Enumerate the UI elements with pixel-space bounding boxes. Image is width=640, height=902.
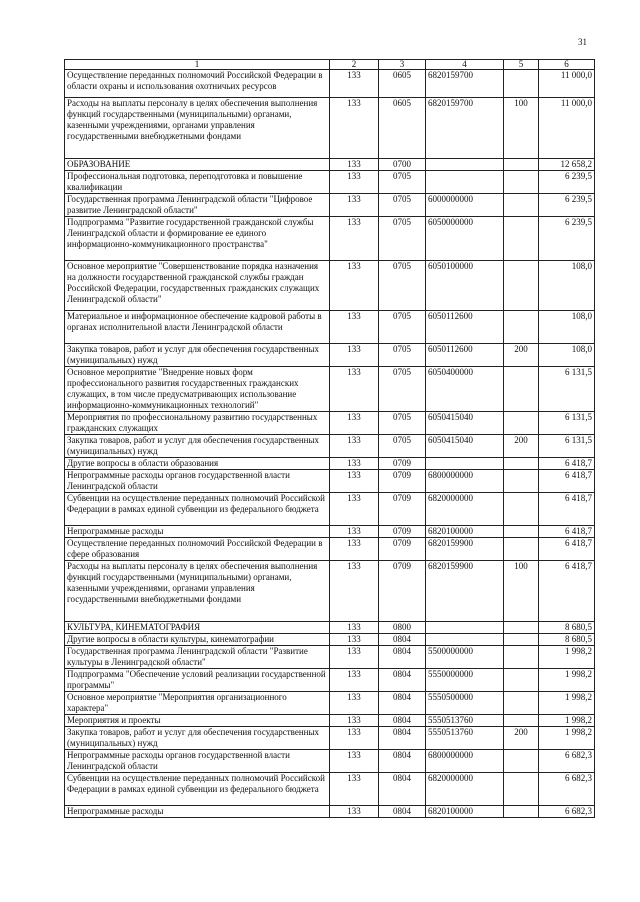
row-amount: 1 998,2 (539, 646, 595, 669)
row-expense-type (504, 493, 539, 526)
table-row (65, 435, 595, 458)
row-target-code (426, 159, 504, 171)
row-expense-type: 200 (504, 344, 539, 367)
row-target-code: 6050415040 (426, 435, 504, 458)
row-amount: 8 680,5 (539, 634, 595, 646)
row-expense-type (504, 171, 539, 194)
row-amount: 11 000,0 (539, 70, 595, 98)
row-section-code: 0804 (379, 715, 426, 727)
table-row (65, 750, 595, 773)
row-target-code: 6050000000 (426, 217, 504, 261)
row-section-code: 0705 (379, 194, 426, 217)
row-target-code: 6820100000 (426, 806, 504, 818)
row-section-code: 0709 (379, 458, 426, 470)
table-row (65, 526, 595, 538)
row-amount: 6 239,5 (539, 194, 595, 217)
budget-table (64, 59, 595, 818)
row-ved-code: 133 (330, 70, 379, 98)
row-amount: 108,0 (539, 261, 595, 311)
row-ved-code: 133 (330, 493, 379, 526)
table-row (65, 261, 595, 311)
row-expense-type (504, 538, 539, 561)
row-target-code: 6820159700 (426, 70, 504, 98)
row-name: Непрограммные расходы (65, 806, 330, 818)
table-row (65, 171, 595, 194)
row-section-code: 0700 (379, 159, 426, 171)
row-name: Подпрограмма "Обеспечение условий реализации государственной программы" (65, 669, 330, 692)
row-section-code: 0705 (379, 217, 426, 261)
row-ved-code: 133 (330, 727, 379, 750)
row-name: Профессиональная подготовка, переподготовка и повышение квалификации (65, 171, 330, 194)
table-row (65, 634, 595, 646)
row-section-code: 0804 (379, 806, 426, 818)
row-target-code: 6820159900 (426, 538, 504, 561)
row-amount: 1 998,2 (539, 727, 595, 750)
row-amount: 12 658,2 (539, 159, 595, 171)
table-row (65, 493, 595, 526)
row-expense-type (504, 646, 539, 669)
row-ved-code: 133 (330, 561, 379, 622)
table-row (65, 159, 595, 171)
row-name: Расходы на выплаты персоналу в целях обеспечения выполнения функций государственными (муниципальными) органами, казенными учреждениями, органами управления государственными внебюджетными фондами (65, 98, 330, 159)
row-name: Непрограммные расходы органов государственной власти Ленинградской области (65, 470, 330, 493)
row-target-code: 5550513760 (426, 727, 504, 750)
row-expense-type: 200 (504, 727, 539, 750)
table-row (65, 344, 595, 367)
row-section-code: 0709 (379, 561, 426, 622)
table-row (65, 538, 595, 561)
row-section-code: 0804 (379, 669, 426, 692)
row-target-code: 6800000000 (426, 750, 504, 773)
row-amount: 8 680,5 (539, 622, 595, 634)
row-section-code: 0605 (379, 98, 426, 159)
row-expense-type (504, 311, 539, 344)
row-ved-code: 133 (330, 715, 379, 727)
row-amount: 6 418,7 (539, 458, 595, 470)
row-target-code: 5500000000 (426, 646, 504, 669)
table-row (65, 470, 595, 493)
row-target-code: 5550513760 (426, 715, 504, 727)
row-ved-code: 133 (330, 159, 379, 171)
page-number: 31 (578, 37, 587, 47)
row-name: Основное мероприятие "Мероприятия организационного характера" (65, 692, 330, 715)
row-name: Осуществление переданных полномочий Российской Федерации в сфере образования (65, 538, 330, 561)
column-header: 4 (426, 60, 504, 70)
row-amount: 11 000,0 (539, 98, 595, 159)
row-ved-code: 133 (330, 194, 379, 217)
row-target-code: 6050112600 (426, 344, 504, 367)
row-ved-code: 133 (330, 344, 379, 367)
row-target-code (426, 622, 504, 634)
row-section-code: 0804 (379, 634, 426, 646)
row-target-code: 6050112600 (426, 311, 504, 344)
table-body (65, 70, 595, 818)
column-header: 1 (65, 60, 330, 70)
row-target-code: 6820100000 (426, 526, 504, 538)
row-expense-type: 100 (504, 561, 539, 622)
table-row (65, 622, 595, 634)
row-target-code: 6820159700 (426, 98, 504, 159)
row-ved-code: 133 (330, 435, 379, 458)
row-name: Другие вопросы в области культуры, кинематографии (65, 634, 330, 646)
column-header: 6 (539, 60, 595, 70)
row-name: Основное мероприятие "Внедрение новых форм профессионального развития государственных гражданских служащих, в том числе предусматривающих использование информационно-коммуникационных технологий" (65, 367, 330, 412)
row-name: Другие вопросы в области образования (65, 458, 330, 470)
row-target-code: 6000000000 (426, 194, 504, 217)
row-ved-code: 133 (330, 750, 379, 773)
table-row (65, 806, 595, 818)
row-expense-type (504, 806, 539, 818)
row-ved-code: 133 (330, 367, 379, 412)
row-name: Государственная программа Ленинградской области "Цифровое развитие Ленинградской области" (65, 194, 330, 217)
row-amount: 6 418,7 (539, 526, 595, 538)
column-header: 2 (330, 60, 379, 70)
row-ved-code: 133 (330, 458, 379, 470)
row-expense-type (504, 194, 539, 217)
table-row (65, 98, 595, 159)
table-row (65, 217, 595, 261)
row-name: Основное мероприятие "Совершенствование порядка назначения на должности государственной гражданской службы граждан Российской Федерации, государственных гражданских служащих Ленинградской области" (65, 261, 330, 311)
row-expense-type (504, 622, 539, 634)
row-name: Мероприятия и проекты (65, 715, 330, 727)
column-header: 3 (379, 60, 426, 70)
row-ved-code: 133 (330, 98, 379, 159)
table-row (65, 412, 595, 435)
row-amount: 6 418,7 (539, 470, 595, 493)
row-section-code: 0605 (379, 70, 426, 98)
row-name: Подпрограмма "Развитие государственной гражданской службы Ленинградской области и формирование ее единого информационно-коммуникационного пространства" (65, 217, 330, 261)
row-section-code: 0709 (379, 526, 426, 538)
table-row (65, 727, 595, 750)
row-ved-code: 133 (330, 261, 379, 311)
table-row (65, 561, 595, 622)
row-expense-type (504, 470, 539, 493)
row-section-code: 0800 (379, 622, 426, 634)
row-amount: 1 998,2 (539, 669, 595, 692)
row-name: Непрограммные расходы органов государственной власти Ленинградской области (65, 750, 330, 773)
row-name: Мероприятия по профессиональному развитию государственных гражданских служащих (65, 412, 330, 435)
row-name: Закупка товаров, работ и услуг для обеспечения государственных (муниципальных) нужд (65, 344, 330, 367)
row-name: Субвенции на осуществление переданных полномочий Российской Федерации в рамках единой субвенции из федерального бюджета (65, 493, 330, 526)
row-section-code: 0804 (379, 773, 426, 806)
row-name: Закупка товаров, работ и услуг для обеспечения государственных (муниципальных) нужд (65, 435, 330, 458)
row-target-code: 6820000000 (426, 773, 504, 806)
row-section-code: 0705 (379, 311, 426, 344)
row-ved-code: 133 (330, 646, 379, 669)
row-expense-type (504, 70, 539, 98)
row-target-code (426, 458, 504, 470)
table-row (65, 773, 595, 806)
table-row (65, 194, 595, 217)
row-target-code: 6050415040 (426, 412, 504, 435)
row-ved-code: 133 (330, 171, 379, 194)
row-expense-type (504, 634, 539, 646)
row-name: Государственная программа Ленинградской области "Развитие культуры в Ленинградской области" (65, 646, 330, 669)
row-section-code: 0705 (379, 412, 426, 435)
row-amount: 6 131,5 (539, 435, 595, 458)
row-section-code: 0705 (379, 261, 426, 311)
row-name: Осуществление переданных полномочий Российской Федерации в области охраны и использования охотничьих ресурсов (65, 70, 330, 98)
row-target-code: 6820000000 (426, 493, 504, 526)
row-ved-code: 133 (330, 773, 379, 806)
table-row (65, 692, 595, 715)
row-section-code: 0804 (379, 692, 426, 715)
row-section-code: 0709 (379, 493, 426, 526)
table-row (65, 715, 595, 727)
row-section-code: 0709 (379, 470, 426, 493)
row-expense-type (504, 750, 539, 773)
row-ved-code: 133 (330, 412, 379, 435)
row-section-code: 0705 (379, 367, 426, 412)
row-ved-code: 133 (330, 669, 379, 692)
row-name: Материальное и информационное обеспечение кадровой работы в органах исполнительной власти Ленинградской области (65, 311, 330, 344)
row-amount: 6 131,5 (539, 367, 595, 412)
row-amount: 6 682,3 (539, 773, 595, 806)
row-section-code: 0705 (379, 344, 426, 367)
row-expense-type (504, 669, 539, 692)
row-ved-code: 133 (330, 692, 379, 715)
row-target-code (426, 634, 504, 646)
table-header-row (65, 60, 595, 70)
row-section-code: 0804 (379, 646, 426, 669)
row-target-code (426, 171, 504, 194)
row-amount: 6 239,5 (539, 217, 595, 261)
row-section-code: 0804 (379, 727, 426, 750)
row-amount: 108,0 (539, 311, 595, 344)
table-row (65, 458, 595, 470)
row-expense-type (504, 458, 539, 470)
row-expense-type (504, 715, 539, 727)
row-ved-code: 133 (330, 311, 379, 344)
row-ved-code: 133 (330, 622, 379, 634)
row-name: Закупка товаров, работ и услуг для обеспечения государственных (муниципальных) нужд (65, 727, 330, 750)
row-ved-code: 133 (330, 806, 379, 818)
row-expense-type: 200 (504, 435, 539, 458)
table-row (65, 70, 595, 98)
row-target-code: 6050400000 (426, 367, 504, 412)
row-expense-type (504, 217, 539, 261)
table-row (65, 646, 595, 669)
row-amount: 1 998,2 (539, 692, 595, 715)
row-expense-type (504, 261, 539, 311)
row-expense-type: 100 (504, 98, 539, 159)
row-section-code: 0804 (379, 750, 426, 773)
row-expense-type (504, 692, 539, 715)
row-name: ОБРАЗОВАНИЕ (65, 159, 330, 171)
row-amount: 6 418,7 (539, 493, 595, 526)
row-amount: 6 682,3 (539, 750, 595, 773)
row-expense-type (504, 367, 539, 412)
row-ved-code: 133 (330, 526, 379, 538)
row-ved-code: 133 (330, 538, 379, 561)
row-target-code: 6800000000 (426, 470, 504, 493)
table-row (65, 669, 595, 692)
row-target-code: 6820159900 (426, 561, 504, 622)
table-row (65, 367, 595, 412)
row-expense-type (504, 526, 539, 538)
row-expense-type (504, 773, 539, 806)
row-section-code: 0709 (379, 538, 426, 561)
row-target-code: 5550000000 (426, 669, 504, 692)
row-amount: 6 418,7 (539, 538, 595, 561)
row-amount: 6 682,3 (539, 806, 595, 818)
row-name: Субвенции на осуществление переданных полномочий Российской Федерации в рамках единой субвенции из федерального бюджета (65, 773, 330, 806)
row-name: Непрограммные расходы (65, 526, 330, 538)
row-name: Расходы на выплаты персоналу в целях обеспечения выполнения функций государственными (муниципальными) органами, казенными учреждениями, органами управления государственными внебюджетными фондами (65, 561, 330, 622)
row-target-code: 5550500000 (426, 692, 504, 715)
row-section-code: 0705 (379, 171, 426, 194)
row-ved-code: 133 (330, 634, 379, 646)
row-name: КУЛЬТУРА, КИНЕМАТОГРАФИЯ (65, 622, 330, 634)
table-row (65, 311, 595, 344)
row-amount: 6 418,7 (539, 561, 595, 622)
row-expense-type (504, 159, 539, 171)
row-ved-code: 133 (330, 217, 379, 261)
row-ved-code: 133 (330, 470, 379, 493)
row-amount: 6 239,5 (539, 171, 595, 194)
row-expense-type (504, 412, 539, 435)
row-amount: 1 998,2 (539, 715, 595, 727)
row-section-code: 0705 (379, 435, 426, 458)
column-header: 5 (504, 60, 539, 70)
row-amount: 108,0 (539, 344, 595, 367)
row-amount: 6 131,5 (539, 412, 595, 435)
row-target-code: 6050100000 (426, 261, 504, 311)
